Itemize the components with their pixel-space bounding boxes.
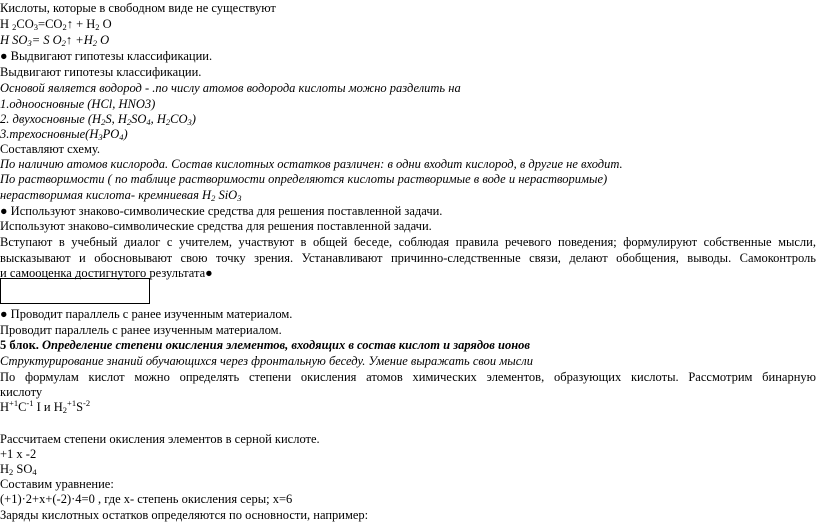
item-tribasic: $3.трехосновные(H_3PO_4)$ xyxy=(0,127,128,142)
text-formulas-line-1: По формулам кислот можно определять степени окисления атомов химических элементов, образующих кислоты. Рассмотрим бинарную xyxy=(0,370,816,384)
bullet-hypotheses: ● Выдвигают гипотезы классификации. xyxy=(0,49,213,63)
text-solubility: По растворимости ( по таблице растворимости определяются кислоты растворимые в воде и нерастворимые) xyxy=(0,172,608,186)
formula-sulfuric-acid: $H_2$ $SO_4$ xyxy=(0,462,37,477)
empty-box xyxy=(0,278,150,304)
block-5-heading: 5 блок. Определение степени окисления элементов, входящих в состав кислот и зарядов ионов xyxy=(0,338,530,352)
item-dibasic: 2. двухосновные ($H_2S$, $H_2SO_4$, $H_2CO_3$) xyxy=(0,112,196,127)
equation-carbonic-acid: H $_2CO_3=CO_2↑ + H_2$ O xyxy=(0,17,112,32)
text-dialog-line-2: высказывают и обосновывают свою точку зрения. Устанавливают причинно-следственные связи, делают обобщения, выводы. Самоконтроль xyxy=(0,251,816,265)
item-monobasic: 1.одноосновные (HCl, HNO3) xyxy=(0,97,156,111)
text-structuring: Структурирование знаний обучающихся через фронтальную беседу. Умение выражать свои мысли xyxy=(0,354,533,368)
text-hypotheses: Выдвигают гипотезы классификации. xyxy=(0,65,202,79)
formula-binary-acids: $H^{+1}C^{-1}$ I и $H_2^{+1}S^{-2}$ xyxy=(0,398,91,415)
text-dialog-line-1: Вступают в учебный диалог с учителем, участвуют в общей беседе, соблюдая правила речевого поведения; формулируют собственные мысли, xyxy=(0,235,816,249)
text-parallel: Проводит параллель с ранее изученным материалом. xyxy=(0,323,282,337)
bullet-parallel: ● Проводит параллель с ранее изученным материалом. xyxy=(0,307,293,321)
heading-acids-unstable: Кислоты, которые в свободном виде не существуют xyxy=(0,1,276,15)
bullet-sign-symbolic: ● Используют знаково-символические средства для решения поставленной задачи. xyxy=(0,204,443,218)
equation-sulfurous-acid: H $SO_3= S$ $O_2↑ +H_2$ O xyxy=(0,33,110,48)
text-sulfuric-calc: Рассчитаем степени окисления элементов в серной кислоте. xyxy=(0,432,320,446)
oxidation-states: +1 x -2 xyxy=(0,447,37,461)
text-make-scheme: Составляют схему. xyxy=(0,142,100,156)
text-oxygen-presence: По наличию атомов кислорода. Состав кислотных остатков различен: в одни входит кислород, в другие не входит. xyxy=(0,157,623,171)
text-sign-symbolic: Используют знаково-символические средства для решения поставленной задачи. xyxy=(0,219,432,233)
text-insoluble-acid: нерастворимая кислота- кремниевая $H_2$ SiO$_3$ xyxy=(0,188,242,203)
text-self-control: и самооценка достигнутого результата● xyxy=(0,266,213,280)
text-basis-hydrogen: Основой является водород - .по числу атомов водорода кислоты можно разделить на xyxy=(0,81,461,95)
text-compose-equation: Составим уравнение: xyxy=(0,477,114,491)
text-formulas-line-2: кислоту xyxy=(0,385,43,399)
equation-oxidation: (+1)·2+x+(-2)·4=0 , где x- степень окисления серы; x=6 xyxy=(0,492,293,506)
text-charges: Заряды кислотных остатков определяются по основности, например: xyxy=(0,508,369,522)
